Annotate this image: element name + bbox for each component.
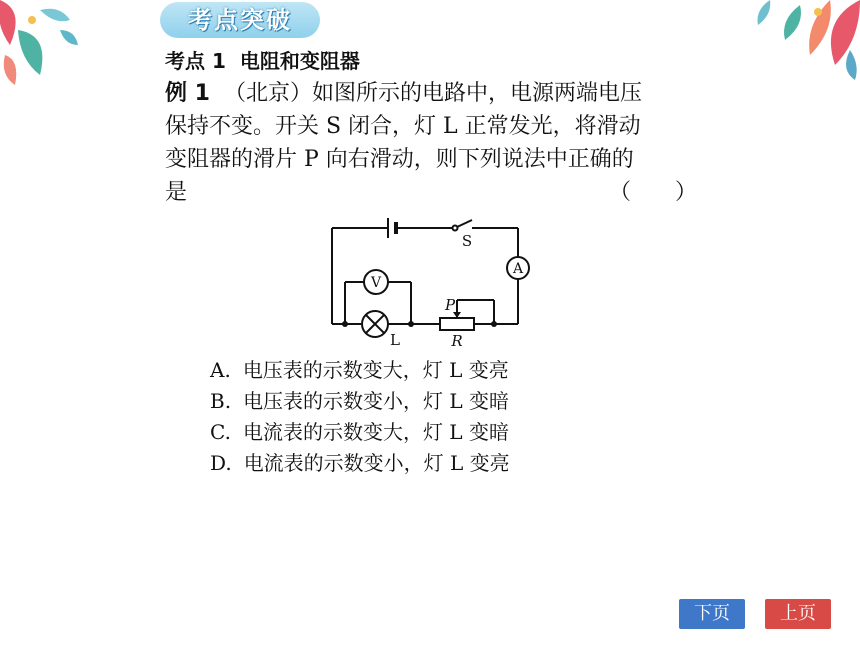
topic-title: 电阻和变阻器 (239, 49, 360, 73)
section-badge: 考点突破 (160, 2, 320, 38)
answer-bracket: （ ） (608, 180, 697, 205)
option-d[interactable]: D. 电流表的示数变小，灯 L 变亮 (210, 451, 510, 475)
example-label: 例 1 (165, 81, 210, 106)
prev-page-button[interactable]: 上页 (765, 599, 831, 629)
floral-decoration-right (710, 0, 860, 80)
switch-lever (457, 220, 472, 227)
circuit-diagram (320, 208, 540, 348)
option-b[interactable]: B. 电压表的示数变小，灯 L 变暗 (210, 389, 510, 413)
floral-decoration-left (0, 0, 120, 100)
answer-options (210, 355, 510, 479)
slider-label: P (444, 296, 456, 314)
topic-heading (165, 45, 374, 74)
rheostat-label: R (451, 332, 463, 348)
question-line: 变阻器的滑片 P 向右滑动，则下列说法中正确的 (165, 147, 634, 172)
option-c[interactable]: C. 电流表的示数变大，灯 L 变暗 (210, 420, 509, 444)
question-line: 是 （ ） (165, 176, 705, 209)
switch-label: S (461, 232, 473, 250)
voltmeter-label: V (370, 275, 382, 291)
rheostat-symbol (440, 318, 474, 330)
question-line: 例 1 （北京）如图所示的电路中，电源两端电压 (165, 81, 642, 106)
question-line: 保持不变。开关 S 闭合，灯 L 正常发光，将滑动 (165, 114, 641, 139)
question-text (165, 77, 705, 209)
ammeter-label: A (512, 261, 524, 277)
next-page-button[interactable]: 下页 (679, 599, 745, 629)
lamp-label: L (390, 331, 400, 348)
option-a[interactable]: A. 电压表的示数变大，灯 L 变亮 (210, 358, 509, 382)
topic-number: 考点 1 (165, 49, 226, 73)
